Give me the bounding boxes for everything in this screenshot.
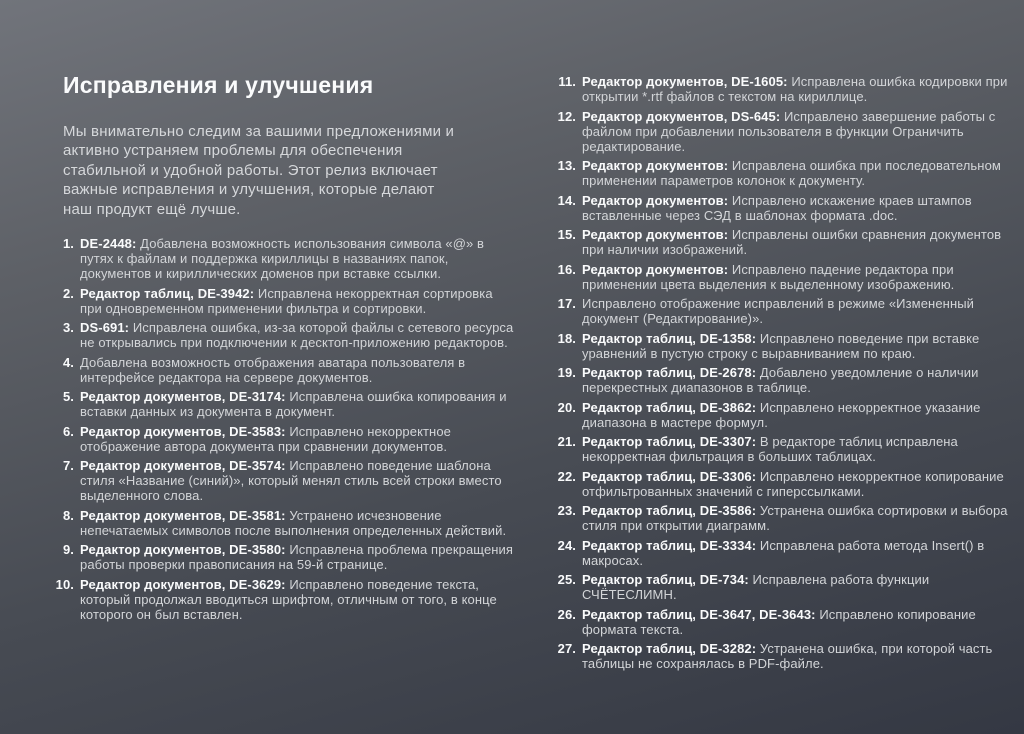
item-text: Редактор документов, DS-645: Исправлено завершение работы с файлом при добавлении пользователя в функции Ограничить редактирование. [582,108,996,154]
item-text: Редактор документов, DE-3581: Устранено исчезновение непечатаемых символов после выполнения определенных действий. [80,507,507,538]
item-tag: Редактор документов, DE-3583: [80,423,290,439]
page-title: Исправления и улучшения [63,72,374,98]
item-text: Редактор таблиц, DE-3334: Исправлена работа метода Insert() в макросах. [582,537,985,568]
item-number: 24. [557,537,576,553]
item-tag: Редактор документов, DE-3174: [80,389,290,404]
list-item [550,503,1012,533]
item-text: Редактор таблиц, DE-3307: В редакторе таблиц исправлена некорректная фильтрация в больших таблицах. [582,434,958,464]
item-number: 26. [557,606,576,622]
item-text: Редактор документов, DE-3629: Исправлено поведение текста, который продолжал вводиться шрифтом, отличным от того, в конце которого он был вставлен. [80,576,497,622]
item-text: Добавлена возможность отображения аватара пользователя в интерфейсе редактора на сервере документов. [80,354,466,385]
item-number: 4. [62,354,74,370]
item-number: 3. [62,320,74,335]
list-item [550,109,1012,154]
item-text: Редактор документов: Исправлено искажение краев штампов вставленные через СЭД в шаблонах формата .doc. [582,192,972,223]
item-number: 17. [557,296,576,311]
item-text: Редактор документов: Исправлена ошибка при последовательном применении параметров колонок к документу. [582,158,1001,188]
list-item [52,577,514,622]
list-item [52,286,514,316]
list-item [52,458,514,503]
item-number: 27. [557,641,576,656]
list-item [550,641,1012,671]
item-tag: Редактор документов, DE-3629: [80,576,290,592]
list-item [550,434,1012,464]
item-text: DS-691: Исправлена ошибка, из-за которой файлы с сетевого ресурса не открывались при подключении к десктоп-приложению редакторов. [80,320,514,350]
item-text: Редактор таблиц, DE-3586: Устранена ошибка сортировки и выбора стиля при открытии диаграмм. [582,503,1008,533]
item-text: Редактор документов: Исправлены ошибки сравнения документов при наличии изображений. [582,227,1002,257]
item-tag: Редактор таблиц, DE-3862: [582,399,760,415]
list-item [550,400,1012,430]
list-item [52,389,514,419]
list-item [52,355,514,385]
list-item [550,193,1012,223]
list-item [52,236,514,281]
item-tag: Редактор таблиц, DE-3306: [582,468,760,484]
item-number: 9. [62,542,74,557]
intro-paragraph: Мы внимательно следим за вашими предложениями и активно устраняем проблемы для обеспечения стабильной и удобной работы. Этот релиз включает важные исправления и улучшения, которые делают наш продукт ещё лучше. [63,123,455,218]
item-number: 5. [62,389,74,404]
item-number: 19. [557,365,576,380]
item-text: Редактор таблиц, DE-1358: Исправлено поведение при вставке уравнений в пустую строку с выравниванием по краю. [582,330,980,361]
item-tag: Редактор таблиц, DE-3282: [582,641,760,656]
item-number: 1. [62,236,74,251]
list-item [550,158,1012,188]
item-tag: Редактор документов: [582,227,732,242]
list-item [550,296,1012,326]
item-number: 25. [557,572,576,587]
item-tag: Редактор документов: [582,261,732,277]
item-text: Редактор документов, DE-3580: Исправлена проблема прекращения работы проверки правописания на 59-й странице. [80,542,514,572]
item-number: 11. [558,74,576,89]
item-number: 22. [557,468,576,484]
item-number: 12. [557,108,576,124]
list-item [550,74,1012,104]
item-number: 6. [62,423,74,439]
fixes-list-left [52,236,514,626]
item-tag: Редактор документов: [582,158,732,173]
list-item [550,469,1012,499]
list-item [52,320,514,350]
item-tag: Редактор таблиц, DE-2678: [582,365,760,380]
item-tag: Редактор документов, DE-3581: [80,507,290,523]
item-tag: Редактор таблиц, DE-3307: [582,434,760,449]
item-tag: Редактор таблиц, DE-3647, DE-3643: [582,606,820,622]
item-tag: Редактор документов: [582,192,732,208]
item-text: Исправлено отображение исправлений в режиме «Измененный документ (Редактирование)». [582,296,975,326]
item-text: Редактор таблиц, DE-3282: Устранена ошибка, при которой часть таблицы не сохранялась в PDF-файле. [582,641,993,671]
item-number: 18. [557,330,576,346]
item-number: 7. [62,458,74,473]
item-text: Редактор таблиц, DE-3862: Исправлено некорректное указание диапазона в мастере формул. [582,399,981,430]
item-number: 21. [557,434,576,449]
item-text: Редактор документов: Исправлено падение редактора при применении цвета выделения к выделенному изображению. [582,261,955,292]
item-tag: Редактор таблиц, DE-734: [582,572,753,587]
item-text: Редактор таблиц, DE-2678: Добавлено уведомление о наличии перекрестных диапазонов в таблице. [582,365,979,395]
item-text: Редактор документов, DE-3574: Исправлено поведение шаблона стиля «Название (синий)», который менял стиль всей строки вместо выделенного слова. [80,458,502,503]
item-number: 14. [557,192,576,208]
list-item [550,262,1012,292]
item-number: 2. [62,285,74,301]
item-tag: DS-691: [80,320,133,335]
item-text: DE-2448: Добавлена возможность использования символа «@» в путях к файлам и поддержка кириллицы в названиях папок, документов и кириллических доменов при вставке ссылки. [80,236,485,281]
item-number: 16. [557,261,576,277]
item-text: Редактор документов, DE-3583: Исправлено некорректное отображение автора документа при сравнении документов. [80,423,451,454]
item-number: 15. [557,227,576,242]
list-item [550,572,1012,602]
list-item [550,538,1012,568]
item-tag: Редактор таблиц, DE-3586: [582,503,760,518]
item-number: 8. [62,507,74,523]
list-item [52,508,514,538]
item-text: Редактор таблиц, DE-3647, DE-3643: Исправлено копирование формата текста. [582,606,976,637]
list-item [550,331,1012,361]
item-number: 20. [557,399,576,415]
item-tag: Редактор таблиц, DE-1358: [582,330,760,346]
item-text: Редактор таблиц, DE-734: Исправлена работа функции СЧЁТЕСЛИМН. [582,572,930,602]
item-text: Редактор таблиц, DE-3306: Исправлено некорректное копирование отфильтрованных значений с гиперссылками. [582,468,1004,499]
item-tag: Редактор документов, DE-1605: [582,74,792,89]
item-tag: DE-2448: [80,236,141,251]
list-item [550,227,1012,257]
item-text: Редактор документов, DE-3174: Исправлена ошибка копирования и вставки данных из документа в документ. [80,389,507,419]
item-tag: Редактор документов, DE-3580: [80,542,290,557]
list-item [52,542,514,572]
item-tag: Редактор таблиц, DE-3942: [80,285,258,301]
list-item [52,424,514,454]
fixes-list-right [550,74,1012,676]
list-item [550,365,1012,395]
item-number: 13. [557,158,576,173]
item-tag: Редактор документов, DE-3574: [80,458,290,473]
item-text: Редактор документов, DE-1605: Исправлена ошибка кодировки при открытии *.rtf файлов с текстом на кириллице. [582,74,1008,104]
item-number: 10. [55,576,74,592]
item-number: 23. [557,503,576,518]
list-item [550,607,1012,637]
item-text: Редактор таблиц, DE-3942: Исправлена некорректная сортировка при одновременном применении фильтра и сортировки. [80,285,493,316]
item-tag: Редактор таблиц, DE-3334: [582,537,760,553]
item-tag: Редактор документов, DS-645: [582,108,784,124]
